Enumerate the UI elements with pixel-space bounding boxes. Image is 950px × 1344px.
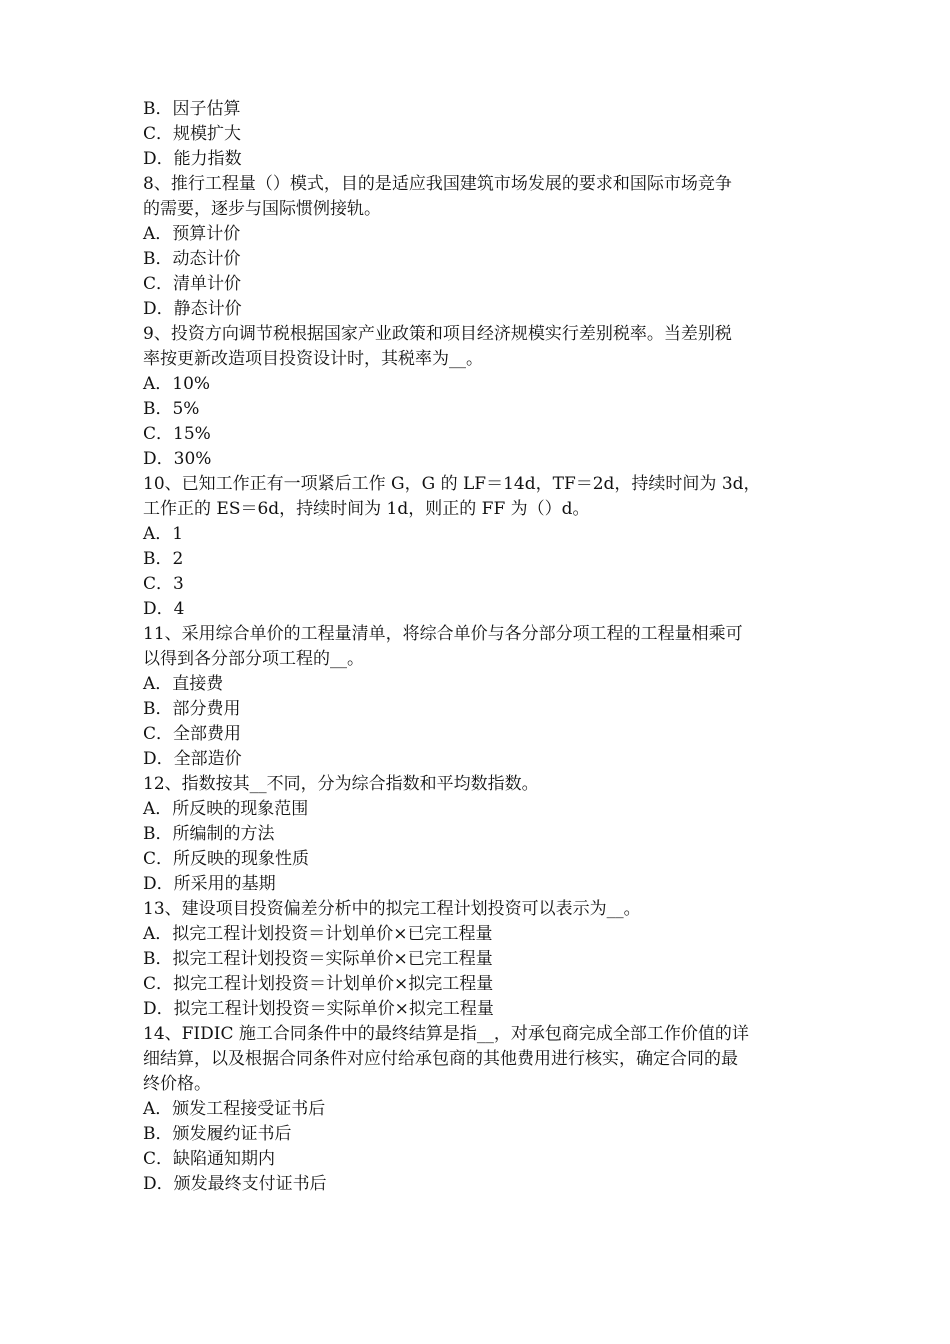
option-line: B．2 [143,549,184,569]
option-line: D．拟完工程计划投资＝实际单价×拟完工程量 [143,999,494,1019]
option-line: C．15% [143,424,211,444]
text-line: C．规模扩大 [143,124,242,144]
question-10-line: 工作正的 ES＝6d，持续时间为 1d，则正的 FF 为（）d。 [143,499,590,519]
option-line: D．所采用的基期 [143,874,276,894]
option-line: A．1 [143,524,184,544]
option-line: D．4 [143,599,185,619]
option-line: B．所编制的方法 [143,824,275,844]
option-line: A．预算计价 [143,224,241,244]
option-line: B．拟完工程计划投资＝实际单价×已完工程量 [143,949,493,969]
option-line: C．清单计价 [143,274,242,294]
text-line: D．能力指数 [143,149,242,169]
option-line: C．所反映的现象性质 [143,849,310,869]
option-line: D．全部造价 [143,749,242,769]
question-9-line: 率按更新改造项目投资设计时，其税率为__。 [143,349,483,369]
option-line: C．全部费用 [143,724,242,744]
option-line: A．所反映的现象范围 [143,799,309,819]
question-11-line: 11、采用综合单价的工程量清单，将综合单价与各分部分项工程的工程量相乘可 [143,624,743,644]
question-9-line: 9、投资方向调节税根据国家产业政策和项目经济规模实行差别税率。当差别税 [143,324,732,344]
question-14-line: 终价格。 [143,1074,211,1094]
option-line: D．静态计价 [143,299,242,319]
option-line: C．缺陷通知期内 [143,1149,276,1169]
option-line: A．颁发工程接受证书后 [143,1099,326,1119]
option-line: C．拟完工程计划投资＝计划单价×拟完工程量 [143,974,494,994]
question-12-line: 12、指数按其__不同，分为综合指数和平均数指数。 [143,774,539,794]
option-line: B．颁发履约证书后 [143,1124,292,1144]
option-line: A．直接费 [143,674,224,694]
question-13-line: 13、建设项目投资偏差分析中的拟完工程计划投资可以表示为__。 [143,899,641,919]
option-line: B．动态计价 [143,249,241,269]
question-8-line: 的需要，逐步与国际惯例接轨。 [143,199,381,219]
question-8-line: 8、推行工程量（）模式，目的是适应我国建筑市场发展的要求和国际市场竞争 [143,174,732,194]
option-line: D．颁发最终支付证书后 [143,1174,327,1194]
option-line: D．30% [143,449,212,469]
option-line: A．拟完工程计划投资＝计划单价×已完工程量 [143,924,493,944]
question-10-line: 10、已知工作正有一项紧后工作 G，G 的 LF＝14d，TF＝2d，持续时间为 3d， [143,474,761,494]
option-line: C．3 [143,574,184,594]
question-14-line: 14、FIDIC 施工合同条件中的最终结算是指__，对承包商完成全部工作价值的详 [143,1024,749,1044]
text-line: B．因子估算 [143,99,241,119]
question-11-line: 以得到各分部分项工程的__。 [143,649,364,669]
option-line: B．部分费用 [143,699,241,719]
option-line: A．10% [143,374,211,394]
question-14-line: 细结算，以及根据合同条件对应付给承包商的其他费用进行核实，确定合同的最 [143,1049,738,1069]
document-page [143,97,813,1197]
option-line: B．5% [143,399,200,419]
